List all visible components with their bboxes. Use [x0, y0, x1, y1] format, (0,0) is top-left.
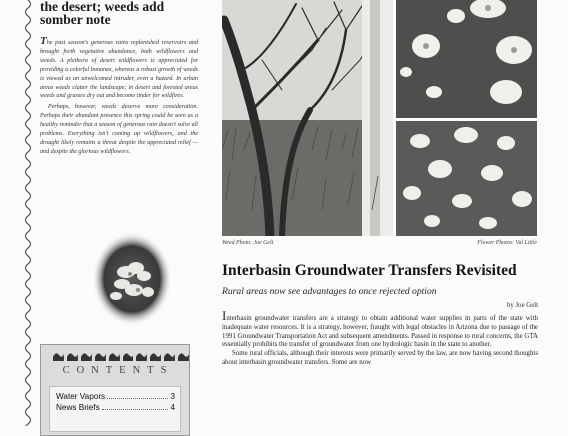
poppy-photo-bottom	[396, 121, 537, 236]
wave-glyph-icon	[53, 351, 64, 361]
sidebar-text	[40, 35, 198, 157]
flower-vignette-photo	[92, 232, 172, 326]
photo-caption-right: Flower Photos: Val Little	[477, 240, 537, 246]
wavy-divider	[22, 0, 34, 426]
article-body	[222, 308, 538, 368]
weed-photo	[222, 0, 393, 236]
article-paragraph: Interbasin groundwater transfers are a strategy to obtain additional water supplies in parts of the state with inadequate water resources. It is a strategy, however, fraught with legal obstacles in Arizona due to passage of the 1991 Groundwater Transportation Act and subsequent amendments. Passed in response to rural concerns, the GTA essentially prohibits the transfer of groundwater from one hydrologic basin in the state to another.	[222, 308, 538, 349]
contents-decoration	[41, 345, 189, 361]
contents-item[interactable]	[56, 402, 175, 413]
wave-glyph-icon	[178, 351, 189, 361]
leader-dots	[102, 402, 169, 410]
photo-caption-left: Weed Photo: Joe Gelt	[222, 240, 274, 246]
wave-glyph-icon	[136, 351, 147, 361]
wave-glyph-icon	[95, 351, 106, 361]
article-byline: by Joe Gelt	[507, 302, 538, 309]
article-subtitle: Rural areas now see advantages to once rejected option	[222, 286, 437, 297]
leader-dots	[107, 391, 168, 399]
poppy-photo-top	[396, 0, 537, 118]
wave-glyph-icon	[67, 351, 78, 361]
contents-item-label: Water Vapors	[56, 392, 106, 401]
wave-glyph-icon	[81, 351, 92, 361]
wave-glyph-icon	[150, 351, 161, 361]
wave-glyph-icon	[123, 351, 134, 361]
sidebar-column	[40, 0, 198, 157]
sidebar-paragraph: Perhaps, however, weeds deserve more consideration. Perhaps their abundant presence this spring could be seen as a healthy reminder that a season of generous rain doesn't solve all problems. Everything isn't coming up wildflowers, and the drought likely remains a threat despite the appreciated relief — and despite the glorious wildflowers.	[40, 104, 198, 155]
wave-glyph-icon	[164, 351, 175, 361]
contents-item-label: News Briefs	[56, 403, 100, 412]
article-paragraph: Some rural officials, although their interests were primarily served by the law, are now having second thoughts about interbasin groundwater transfers. Some are now	[222, 350, 538, 366]
contents-box	[40, 344, 190, 436]
wave-glyph-icon	[109, 351, 120, 361]
article-title: Interbasin Groundwater Transfers Revisited	[222, 262, 517, 279]
contents-item-page: 4	[170, 403, 175, 412]
sidebar-dropcap: T	[40, 35, 47, 47]
sidebar-paragraph: The past season's generous rains replenished reservoirs and brought forth vegetative abundance, both wildflowers and weeds. A plethora of desert wildflowers is appreciated for providing a colorful bonanza, whereas a robust growth of weeds is viewed as an unwelcomed intruder, even a hazard. In urban areas weeds clutter the landscape; in desert and forested areas weeds and grasses dry out and become tinder for wildfires.	[40, 35, 198, 100]
contents-list	[49, 386, 181, 432]
sidebar-headline: the desert; weeds add somber note	[40, 0, 165, 27]
contents-item[interactable]	[56, 391, 175, 402]
contents-item-page: 3	[170, 392, 175, 401]
main-article	[222, 262, 538, 368]
contents-title: CONTENTS	[62, 365, 174, 376]
article-dropcap: I	[222, 308, 227, 323]
